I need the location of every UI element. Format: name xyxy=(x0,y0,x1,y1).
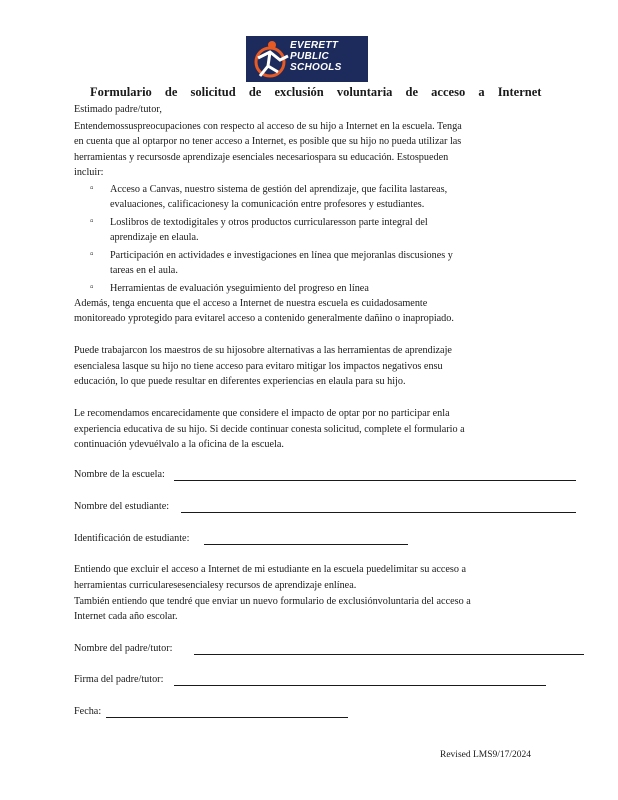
bullet-icon: ▫ xyxy=(90,249,94,260)
bullet-text: Loslibros de textodigitales y otros productos curricularesson parte integral del xyxy=(110,217,428,228)
acknowledgement-line: También entiendo que tendré que enviar un nuevo formulario de exclusiónvoluntaria del acceso a xyxy=(74,596,471,607)
monitoring-line: monitoreado yprotegido para evitarel acceso a contenido generalmente dañino o inapropiado. xyxy=(74,313,454,324)
logo-wordmark: EVERETT PUBLIC SCHOOLS xyxy=(290,40,342,73)
date-label: Fecha: xyxy=(74,706,102,717)
intro-line: incluir: xyxy=(74,167,104,178)
bullet-text: aprendizaje en elaula. xyxy=(110,232,199,243)
bullet-text: Herramientas de evaluación yseguimiento del progreso en línea xyxy=(110,283,369,294)
intro-line: herramientas y recursosde aprendizaje esenciales necesariospara su educación. Estospueden xyxy=(74,152,449,163)
greeting: Estimado padre/tutor, xyxy=(74,104,162,115)
recommend-line: continuación ydevuélvalo a la oficina de la escuela. xyxy=(74,439,284,450)
parent-name-label: Nombre del padre/tutor: xyxy=(74,643,173,654)
school-name-label: Nombre de la escuela: xyxy=(74,469,165,480)
acknowledgement-line: Entiendo que excluir el acceso a Internet de mi estudiante en la escuela puedelimitar su acceso a xyxy=(74,564,467,575)
form-title: Formulario de solicitud de exclusión voluntaria de acceso a Internet xyxy=(90,85,542,99)
student-name-label: Nombre del estudiante: xyxy=(74,501,170,512)
intro-line: Entendemossuspreocupaciones con respecto al acceso de su hijo a Internet en la escuela. Tenga xyxy=(74,121,462,132)
bullet-text: Participación en actividades e investigaciones en línea que mejoranlas discusiones y xyxy=(110,250,453,261)
acknowledgement-line: Internet cada año escolar. xyxy=(74,611,178,622)
signature-label: Firma del padre/tutor: xyxy=(74,674,164,685)
bullet-text: evaluaciones, calificacionesy la comunicación entre profesores y estudiantes. xyxy=(110,199,425,210)
signature-field[interactable] xyxy=(174,685,546,686)
intro-line: en cuenta que al optarpor no tener acceso a Internet, es posible que su hijo no pueda utilizar las xyxy=(74,136,462,147)
student-id-label: Identificación de estudiante: xyxy=(74,533,190,544)
student-name-field[interactable] xyxy=(181,512,576,513)
acknowledgement-line: herramientas curricularesesencialesy recursos de aprendizaje enlínea. xyxy=(74,580,357,591)
monitoring-line: Además, tenga encuenta que el acceso a Internet de nuestra escuela es cuidadosamente xyxy=(74,298,428,309)
teachers-line: Puede trabajarcon los maestros de su hijosobre alternativas a las herramientas de aprendizaje xyxy=(74,345,452,356)
revision-note: Revised LMS9/17/2024 xyxy=(440,750,532,760)
teachers-line: educación, lo que puede resultar en diferentes experiencias en elaula para su hijo. xyxy=(74,376,406,387)
teachers-line: esencialesa lasque su hijo no tiene acceso para evitaro mitigar los impactos negativos ensu xyxy=(74,361,443,372)
recommend-line: experiencia educativa de su hijo. Si decide continuar conesta solicitud, complete el formulario a xyxy=(74,424,465,435)
district-logo xyxy=(246,36,368,82)
parent-name-field[interactable] xyxy=(194,654,584,655)
bullet-text: Acceso a Canvas, nuestro sistema de gestión del aprendizaje, que facilita lastareas, xyxy=(110,184,448,195)
bullet-icon: ▫ xyxy=(90,216,94,227)
bullet-icon: ▫ xyxy=(90,282,94,293)
bullet-text: tareas en el aula. xyxy=(110,265,178,276)
bullet-icon: ▫ xyxy=(90,183,94,194)
recommend-line: Le recomendamos encarecidamente que considere el impacto de optar por no participar enla xyxy=(74,408,450,419)
runner-icon xyxy=(250,38,292,80)
school-name-field[interactable] xyxy=(174,480,576,481)
student-id-field[interactable] xyxy=(204,544,408,545)
date-field[interactable] xyxy=(106,717,348,718)
